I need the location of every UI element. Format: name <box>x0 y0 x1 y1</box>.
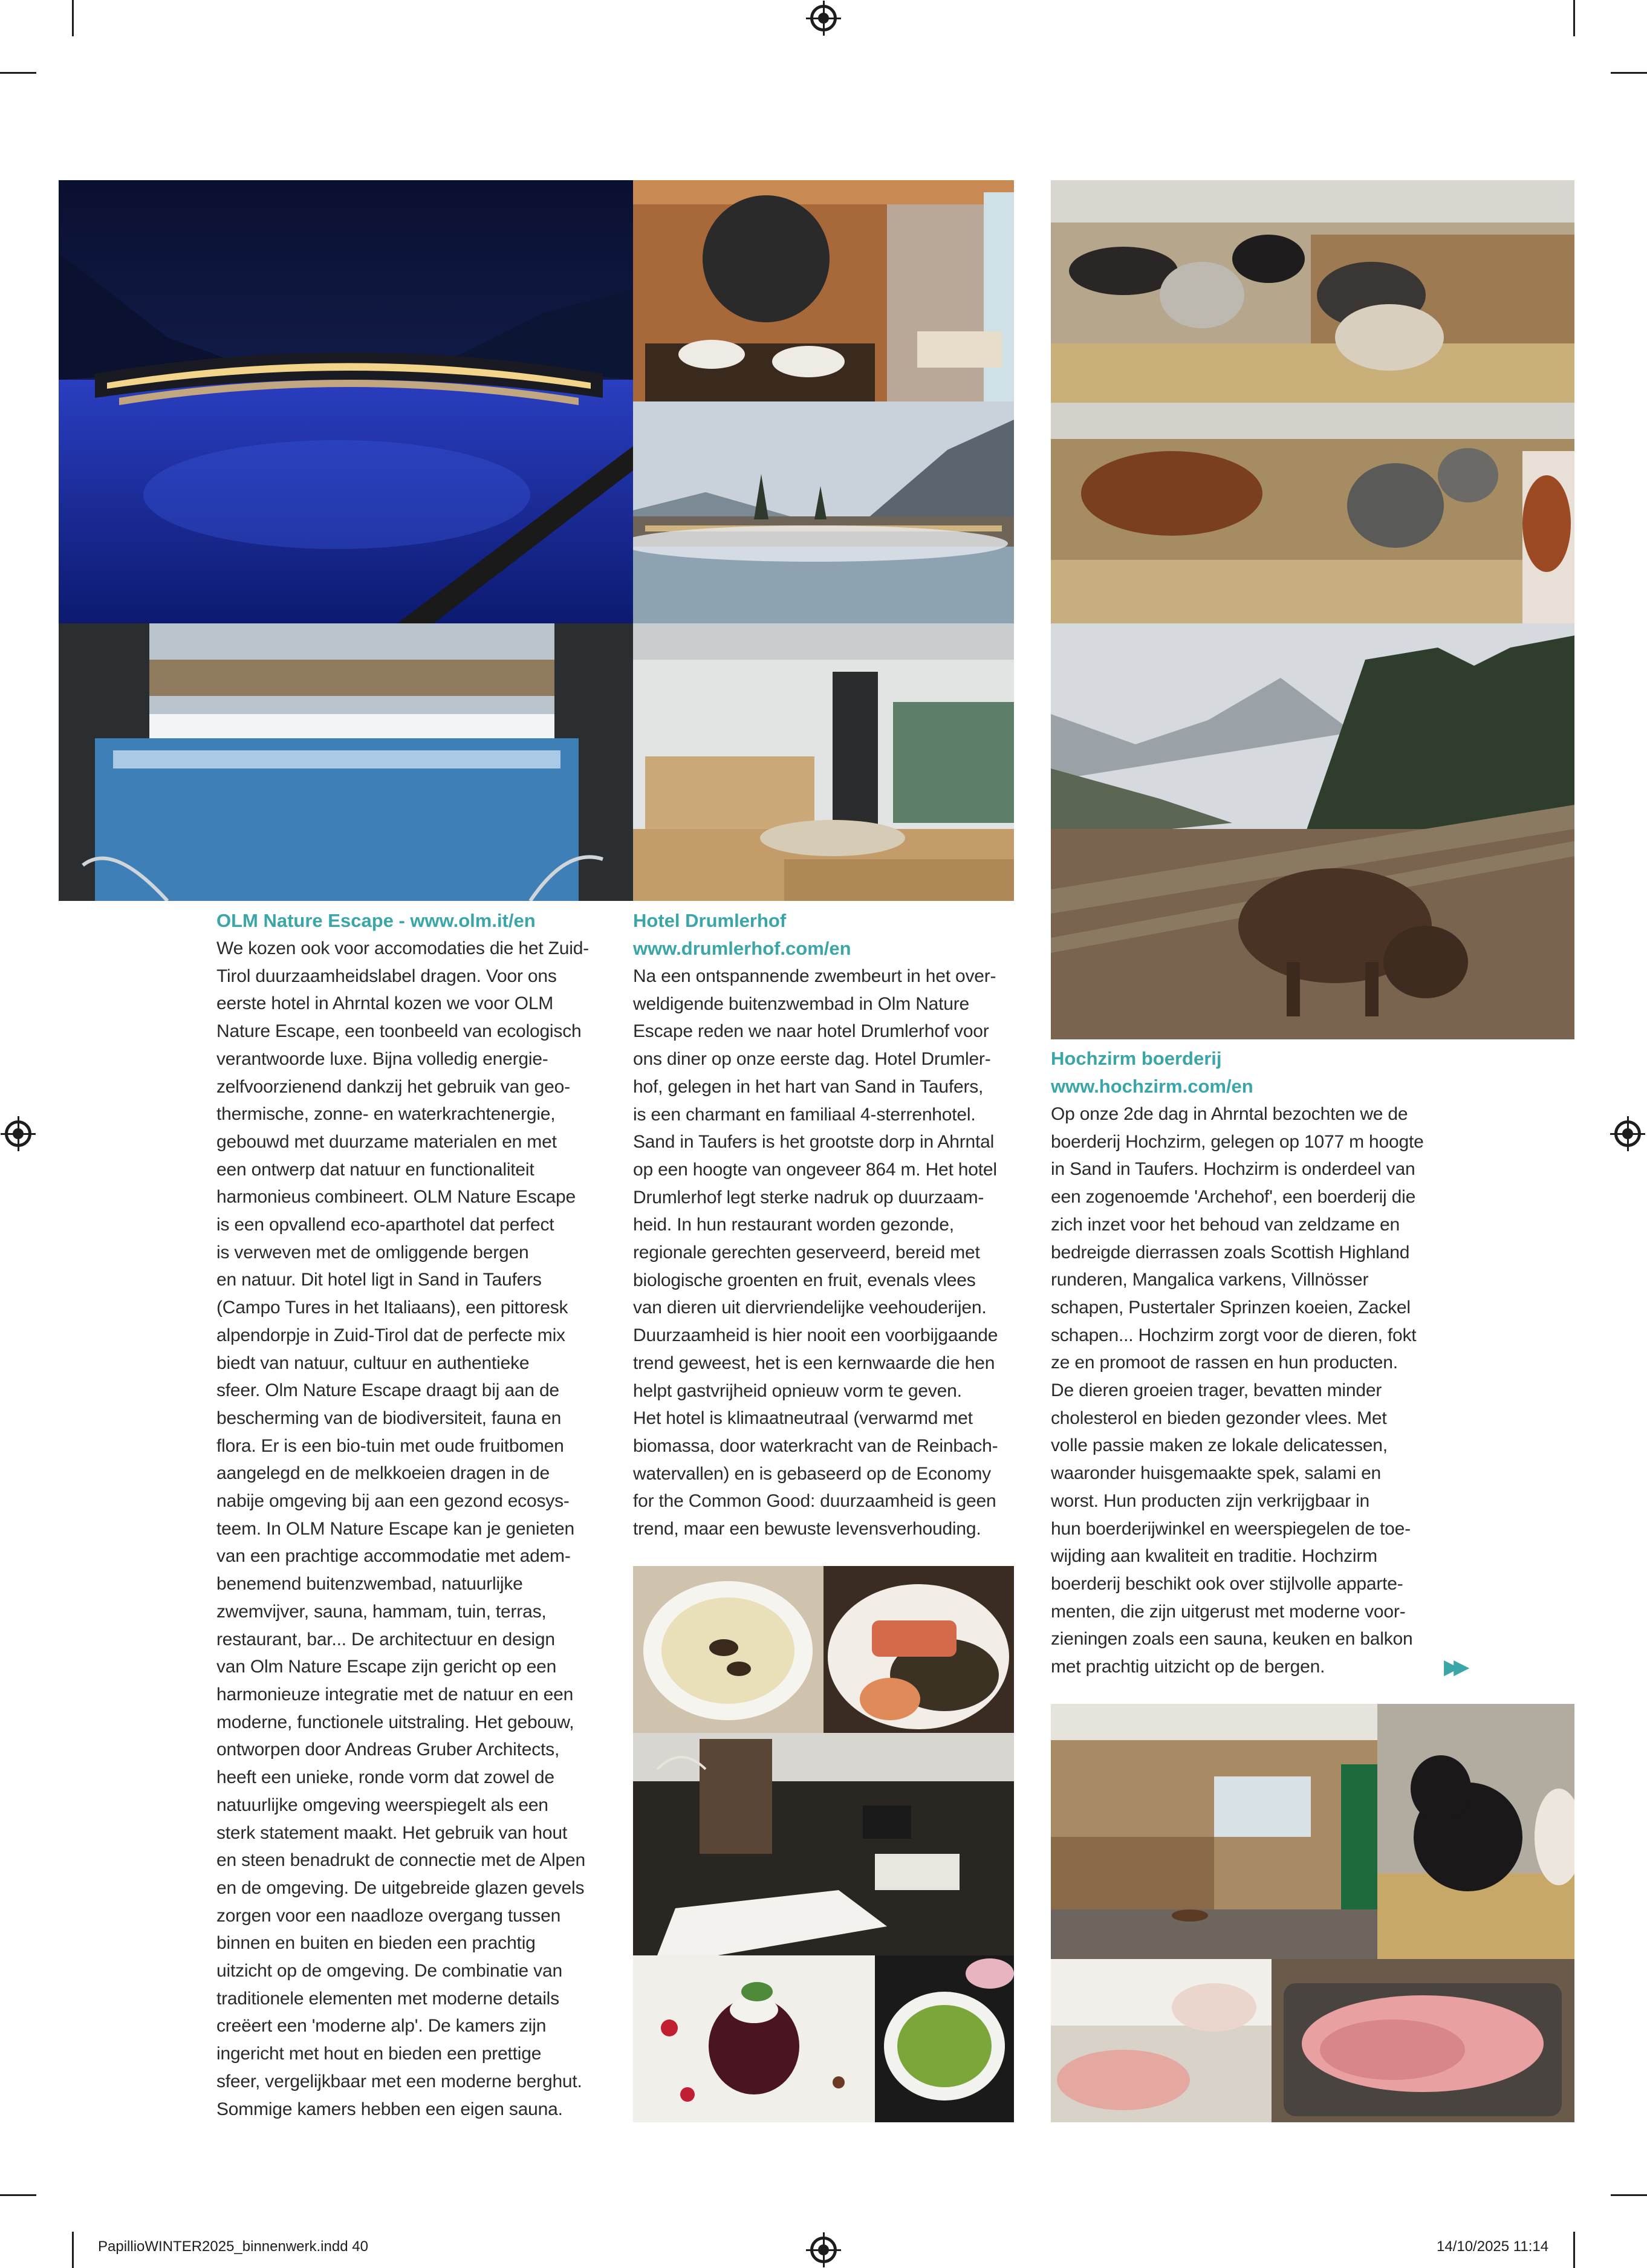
text-line: in Sand in Taufers. Hochzirm is onderdeel van <box>1051 1159 1415 1180</box>
footer-timestamp: 14/10/2025 11:14 <box>1437 2238 1549 2255</box>
text-line: binnen en buiten en bieden een prachtig <box>216 1933 536 1954</box>
text-line: aangelegd en de melkkoeien dragen in de <box>216 1463 550 1484</box>
text-line: weldigende buitenzwembad in Olm Nature <box>633 993 970 1014</box>
text-line: harmonieuze integratie met de natuur en een <box>216 1684 574 1704</box>
text-line: op een hoogte van ongeveer 864 m. Het hotel <box>633 1159 997 1180</box>
text-line: creëert een 'moderne alp'. De kamers zijn <box>216 2016 547 2036</box>
text-line: runderen, Mangalica varkens, Villnösser <box>1051 1270 1369 1290</box>
crop-mark <box>72 0 74 36</box>
body-text <box>633 963 1014 1543</box>
text-line: helpt gastvrijheid opnieuw vorm te geven. <box>633 1380 962 1401</box>
text-line: Duurzaamheid is hier nooit een voorbijgaande <box>633 1325 998 1346</box>
dish-fish-photo <box>824 1566 1014 1733</box>
text-line: zelfvoorzienend dankzij het gebruik van geo- <box>216 1076 570 1097</box>
text-line: ze en promoot de rassen en hun producten. <box>1051 1353 1398 1373</box>
text-line: worst. Hun producten zijn verkrijgbaar in <box>1051 1490 1370 1511</box>
heading-link[interactable]: www.hochzirm.com/en <box>1051 1076 1253 1097</box>
goats-barn-photo <box>1051 180 1574 403</box>
text-line: zieningen zoals een sauna, keuken en balkon <box>1051 1629 1413 1649</box>
hotel-lobby-photo <box>633 623 1014 901</box>
text-line: sfeer. Olm Nature Escape draagt bij aan de <box>216 1380 559 1401</box>
text-line: ons diner op onze eerste dag. Hotel Drumler- <box>633 1049 991 1070</box>
text-line: zorgen voor een naadloze overgang tussen <box>216 1905 561 1926</box>
dessert-photo <box>633 1955 875 2122</box>
text-line: is een charmant en familiaal 4-sterrenhotel. <box>633 1104 976 1125</box>
text-line: We kozen ook voor accomodaties die het Zuid- <box>216 938 589 958</box>
text-line: boerderij beschikt ook over stijlvolle apparte- <box>1051 1573 1403 1594</box>
text-line: met prachtig uitzicht op de bergen. <box>1051 1657 1325 1677</box>
text-line: moderne, functionele uitstraling. Het gebouw, <box>216 1712 574 1732</box>
text-line: boerderij Hochzirm, gelegen op 1077 m hoogte <box>1051 1131 1424 1152</box>
text-line: een zogenoemde 'Archehof', een boerderij die <box>1051 1187 1416 1207</box>
heading-title: Hotel Drumlerhof <box>633 910 787 931</box>
text-line: Escape reden we naar hotel Drumlerhof voor <box>633 1021 989 1042</box>
text-line: gebouwd met duurzame materialen en met <box>216 1131 557 1152</box>
text-line: thermische, zonne- en waterkrachtenergie, <box>216 1104 556 1125</box>
text-line: De dieren groeien trager, bevatten minder <box>1051 1380 1382 1401</box>
hotel-bathroom-photo <box>633 180 1014 401</box>
outdoor-pool-mist-photo <box>633 401 1014 623</box>
section-heading <box>1051 1045 1253 1100</box>
text-line: regionale gerechten geserveerd, bereid met <box>633 1243 980 1263</box>
text-line: biedt van natuur, cultuur en authentieke <box>216 1353 530 1373</box>
text-line: zich inzet voor het behoud van zeldzame en <box>1051 1214 1400 1235</box>
text-line: benemend buitenzwembad, natuurlijke <box>216 1574 523 1594</box>
text-line: zwemvijver, sauna, hammam, tuin, terras, <box>216 1601 547 1622</box>
continue-arrow-icon: ▶▶ <box>1444 1655 1464 1679</box>
cured-meat-photo <box>1051 1959 1272 2122</box>
text-line: hof, gelegen in het hart van Sand in Taufers, <box>633 1076 984 1097</box>
text-line: eerste hotel in Ahrntal kozen we voor OLM <box>216 993 554 1014</box>
text-line: van een prachtige accommodatie met adem- <box>216 1546 571 1567</box>
text-line: Het hotel is klimaatneutraal (verwarmd met <box>633 1408 973 1429</box>
text-line: flora. Er is een bio-tuin met oude fruitbomen <box>216 1435 564 1456</box>
heading-title: Hochzirm boerderij <box>1051 1048 1222 1069</box>
text-line: nabije omgeving bij aan een gezond ecosys- <box>216 1491 570 1512</box>
body-text <box>216 935 597 2123</box>
text-line: en steen benadrukt de connectie met de Alpen <box>216 1850 585 1871</box>
text-line: natuurlijke omgeving weerspiegelt als een <box>216 1795 548 1815</box>
text-line: bedreigde dierrassen zoals Scottish Highland <box>1051 1242 1410 1262</box>
text-line: ingericht met hout en bieden een prettige <box>216 2044 542 2064</box>
text-line: volle passie maken ze lokale delicatessen, <box>1051 1435 1388 1456</box>
text-line: is verweven met de omliggende bergen <box>216 1242 529 1262</box>
indoor-pool-photo <box>59 623 633 901</box>
footer-filename: PapillioWINTER2025_binnenwerk.indd 40 <box>98 2238 368 2255</box>
text-line: biomassa, door waterkracht van de Reinbach- <box>633 1435 998 1456</box>
text-line: for the Common Good: duurzaamheid is geen <box>633 1491 996 1512</box>
body-text <box>1051 1100 1432 1681</box>
text-line: Sommige kamers hebben een eigen sauna. <box>216 2099 563 2119</box>
text-line: Drumlerhof legt sterke nadruk op duurzaam- <box>633 1187 984 1207</box>
text-line: cholesterol en bieden gezonder vlees. Met <box>1051 1408 1387 1428</box>
text-line: wijding aan kwaliteit en traditie. Hochzirm <box>1051 1546 1377 1567</box>
text-line: heeft een unieke, ronde vorm dat zowel de <box>216 1767 554 1788</box>
text-line: een ontwerp dat natuur en functionaliteit <box>216 1159 534 1180</box>
text-line: trend, maar een bewuste levensverhouding. <box>633 1519 981 1539</box>
crop-mark <box>1611 72 1647 74</box>
text-line: bescherming van de biodiversiteit, fauna en <box>216 1408 562 1428</box>
text-line: van Olm Nature Escape zijn gericht op een <box>216 1657 557 1677</box>
text-line: en de omgeving. De uitgebreide glazen gevels <box>216 1877 585 1898</box>
text-line: ontworpen door Andreas Gruber Architects, <box>216 1740 560 1760</box>
text-line: Sand in Taufers is het grootste dorp in Ahrntal <box>633 1132 995 1152</box>
text-line: Nature Escape, een toonbeeld van ecologisch <box>216 1021 582 1042</box>
text-line: en natuur. Dit hotel ligt in Sand in Taufers <box>216 1270 542 1290</box>
registration-mark-icon <box>5 1120 31 1147</box>
text-line: schapen, Pustertaler Sprinzen koeien, Zackel <box>1051 1297 1411 1318</box>
registration-mark-icon <box>810 5 837 31</box>
text-line: Tirol duurzaamheidslabel dragen. Voor ons <box>216 966 557 986</box>
registration-mark-icon <box>810 2237 837 2263</box>
section-heading <box>633 907 851 963</box>
text-line: heid. In hun restaurant worden gezonde, <box>633 1215 954 1235</box>
dish-soup-photo <box>633 1566 824 1733</box>
crop-mark <box>0 2194 36 2196</box>
text-line: is een opvallend eco-aparthotel dat perfect <box>216 1215 554 1235</box>
cow-mountains-photo <box>1051 623 1574 1039</box>
text-line: sfeer, vergelijkbaar met een moderne berghut. <box>216 2071 582 2091</box>
crop-mark <box>72 2232 74 2268</box>
text-line: teem. In OLM Nature Escape kan je genieten <box>216 1518 574 1539</box>
crop-mark <box>1573 2232 1575 2268</box>
text-line: (Campo Tures in het Italiaans), een pittoresk <box>216 1298 568 1318</box>
registration-mark-icon <box>1614 1120 1641 1147</box>
crop-mark <box>1573 0 1575 36</box>
restaurant-photo <box>633 1733 1014 1955</box>
ham-board-photo <box>1272 1959 1574 2122</box>
text-line: restaurant, bar... De architectuur en design <box>216 1629 555 1649</box>
text-line: watervallen) en is gebaseerd op de Economy <box>633 1463 991 1484</box>
text-line: menten, die zijn uitgerust met moderne voor- <box>1051 1601 1406 1622</box>
text-line: van dieren uit diervriendelijke veehouderijen. <box>633 1298 987 1318</box>
pool-night-photo <box>59 180 633 623</box>
text-line: trend geweest, het is een kernwaarde die hen <box>633 1353 995 1373</box>
text-line: uitzicht op de omgeving. De combinatie van <box>216 1961 562 1981</box>
text-line: Op onze 2de dag in Ahrntal bezochten we de <box>1051 1104 1408 1124</box>
green-soup-photo <box>875 1955 1014 2122</box>
text-line: traditionele elementen met moderne details <box>216 1988 559 2009</box>
crop-mark <box>1611 2194 1647 2196</box>
text-line: alpendorpje in Zuid-Tirol dat de perfecte mix <box>216 1325 565 1345</box>
text-line: verantwoorde luxe. Bijna volledig energie- <box>216 1048 548 1069</box>
text-line: Na een ontspannende zwembeurt in het over- <box>633 966 996 986</box>
farm-shop-photo <box>1051 1704 1377 1959</box>
text-line: sterk statement maakt. Het gebruik van hout <box>216 1822 568 1843</box>
heading-link[interactable]: www.drumlerhof.com/en <box>633 938 851 959</box>
text-line: waaronder huisgemaakte spek, salami en <box>1051 1463 1382 1484</box>
section-heading: OLM Nature Escape - www.olm.it/en <box>216 910 536 931</box>
text-line: harmonieus combineert. OLM Nature Escape <box>216 1187 576 1207</box>
cattle-barn-photo <box>1051 403 1574 623</box>
black-sheep-photo <box>1377 1704 1574 1959</box>
text-line: schapen... Hochzirm zorgt voor de dieren, fokt <box>1051 1325 1417 1345</box>
text-line: hun boerderijwinkel en weerspiegelen de toe- <box>1051 1518 1411 1539</box>
text-line: biologische groenten en fruit, evenals vlees <box>633 1270 976 1290</box>
crop-mark <box>0 72 36 74</box>
